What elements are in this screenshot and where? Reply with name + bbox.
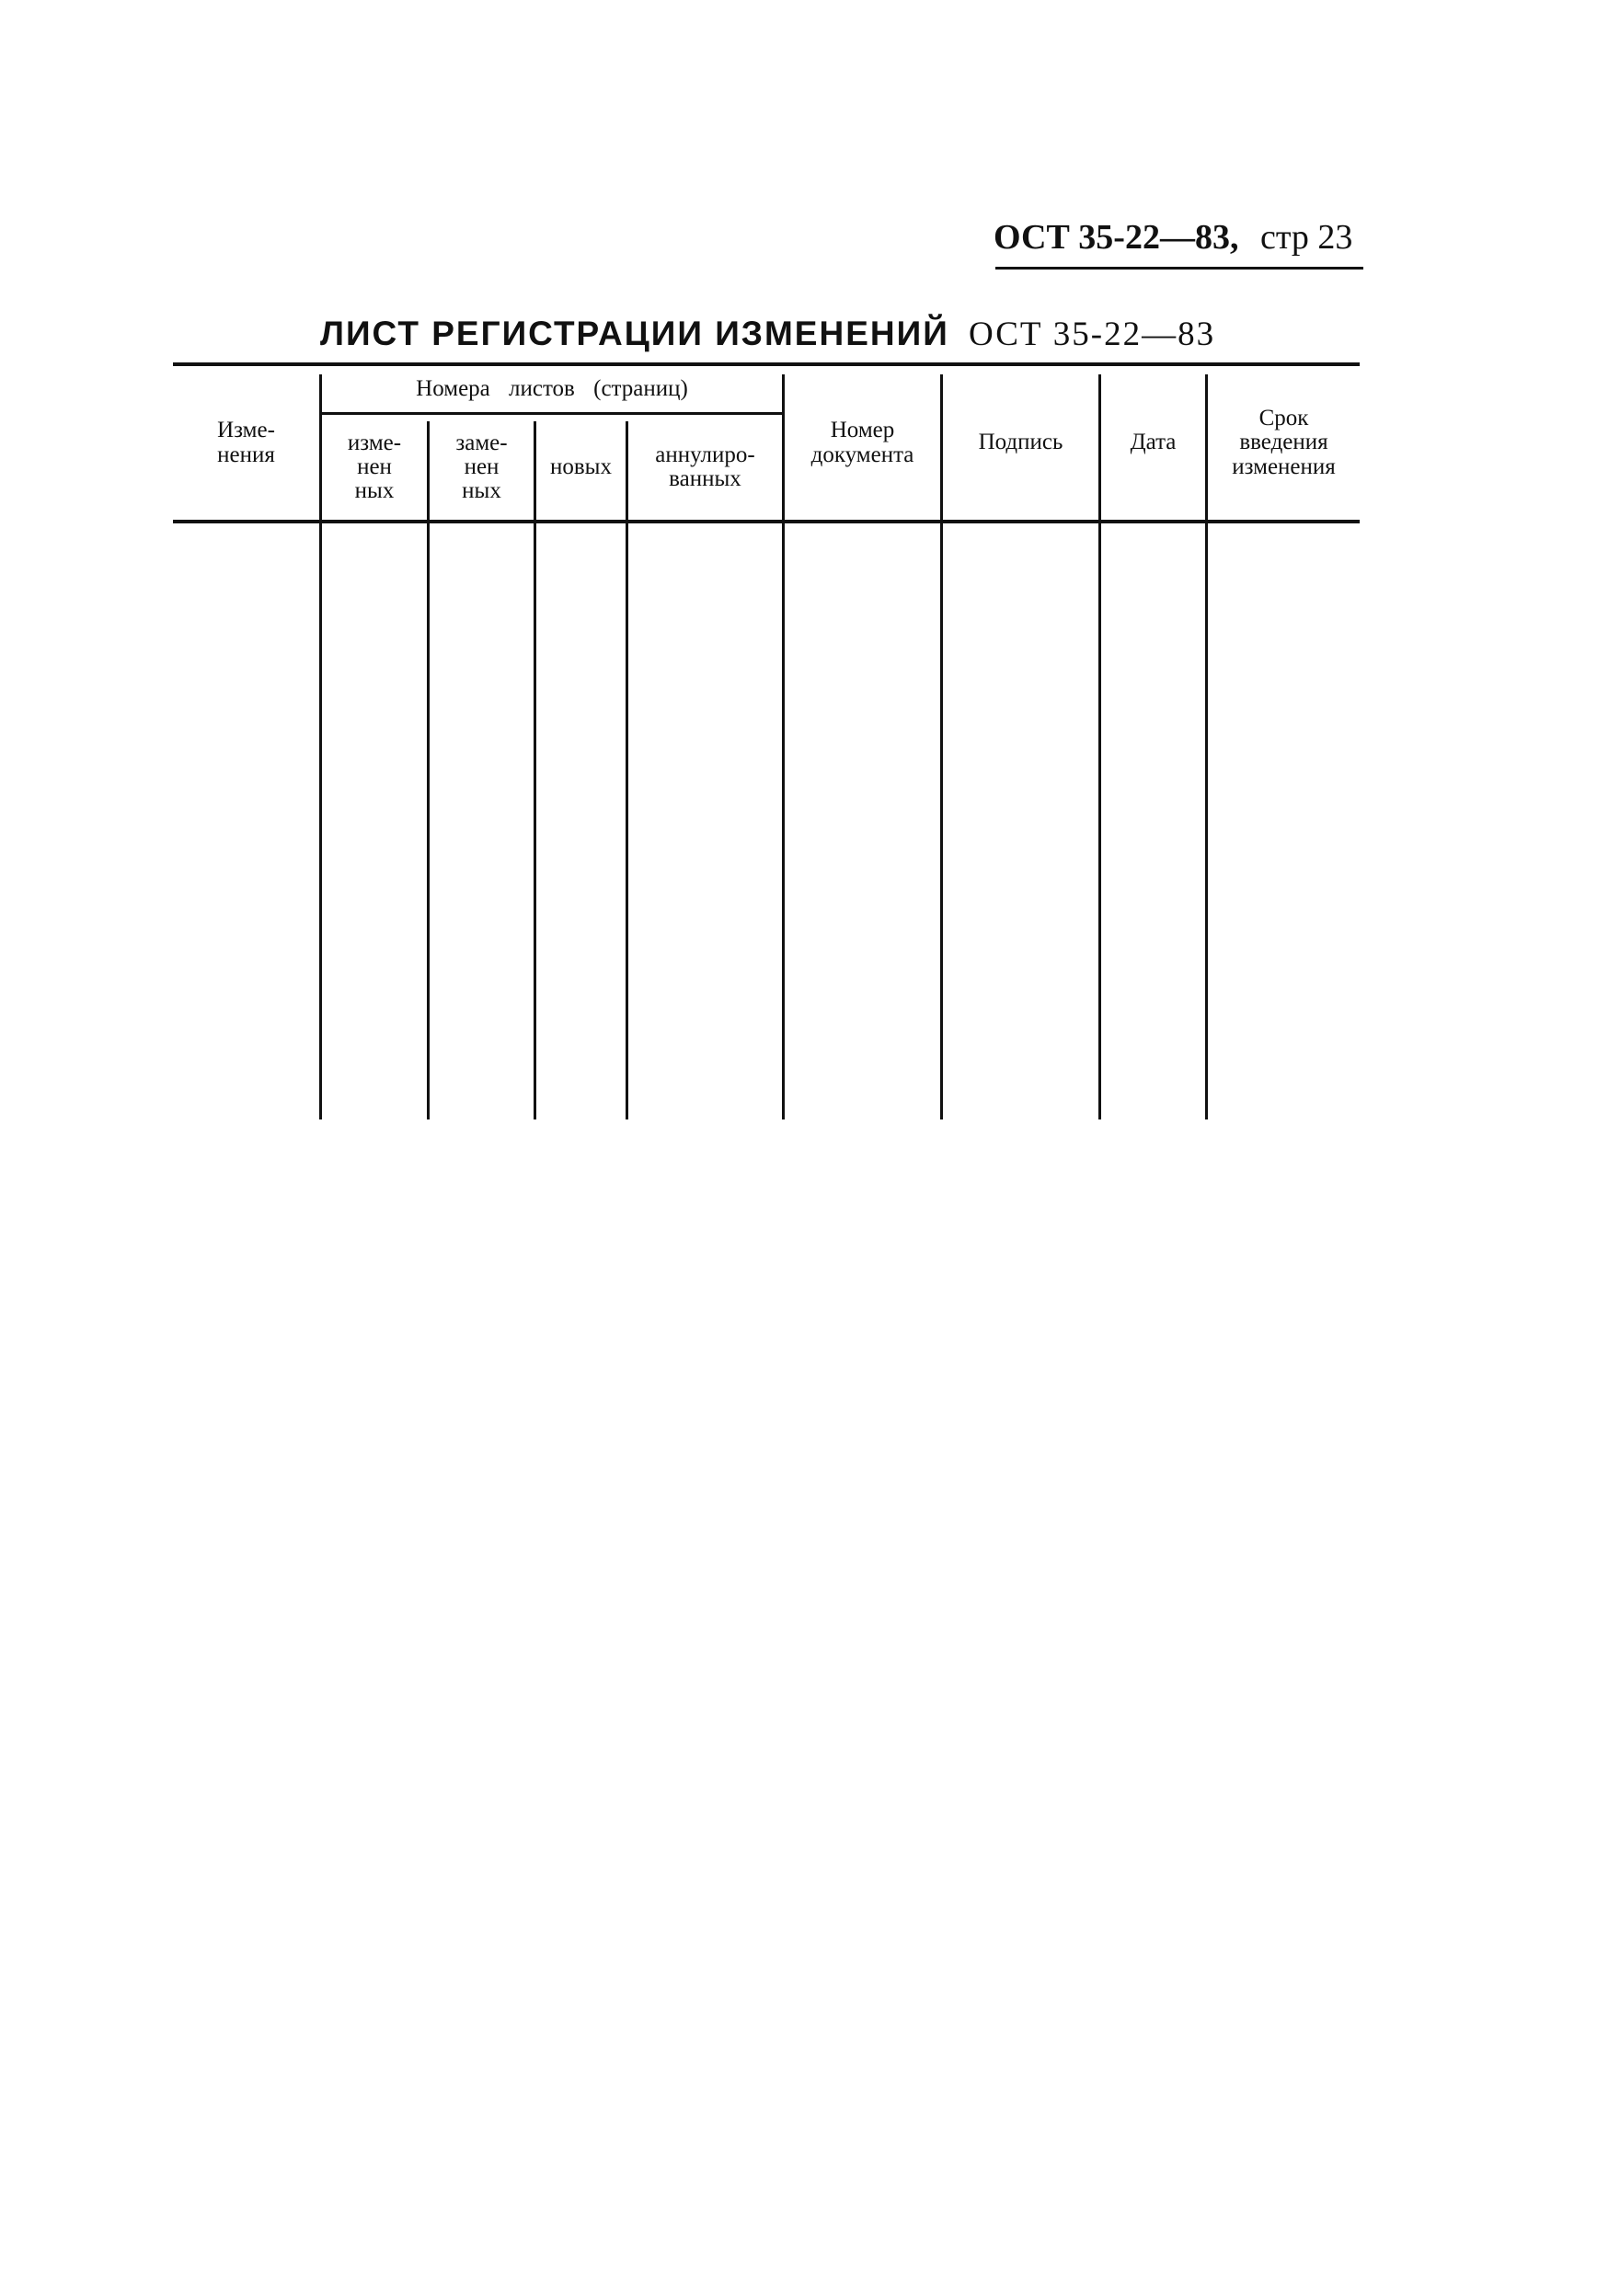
title-text: ЛИСТ РЕГИСТРАЦИИ ИЗМЕНЕНИЙ bbox=[320, 315, 949, 352]
header-replaced bbox=[430, 415, 534, 520]
header-new-text: новых bbox=[550, 453, 612, 479]
column-divider bbox=[534, 421, 536, 1119]
header-annulled-line: аннулиро- bbox=[655, 442, 755, 467]
title-code: ОСТ 35-22—83 bbox=[969, 316, 1216, 353]
header-document-number-line: документа bbox=[810, 442, 914, 467]
header-changed bbox=[322, 415, 427, 520]
header-date bbox=[1101, 366, 1205, 520]
header-sheet-numbers bbox=[322, 366, 782, 412]
header-document-number-line: Номер bbox=[830, 418, 895, 443]
header-deadline-line: изменения bbox=[1232, 453, 1336, 479]
column-divider bbox=[427, 421, 430, 1119]
header-signature-text: Подпись bbox=[978, 430, 1063, 455]
header-changes-line: нения bbox=[217, 442, 275, 467]
column-divider bbox=[626, 421, 628, 1119]
header-date-text: Дата bbox=[1130, 430, 1177, 455]
header-underline bbox=[995, 267, 1363, 270]
header-changes-line: Изме- bbox=[217, 418, 275, 443]
header-document-number bbox=[785, 366, 940, 520]
header-annulled-line: ванных bbox=[669, 466, 741, 491]
header-new bbox=[536, 415, 626, 520]
header-changed-line: изме- bbox=[347, 430, 402, 455]
header-changed-line: ных bbox=[354, 478, 395, 504]
page-header bbox=[994, 217, 1352, 258]
header-changes bbox=[173, 366, 319, 520]
sheet-title bbox=[320, 315, 1215, 354]
standard-code: ОСТ 35-22—83, bbox=[994, 218, 1239, 257]
header-replaced-line: нен bbox=[464, 453, 500, 479]
header-replaced-line: ных bbox=[462, 478, 501, 504]
header-deadline bbox=[1208, 366, 1360, 520]
header-bottom-rule bbox=[173, 520, 1360, 523]
header-replaced-line: заме- bbox=[455, 430, 508, 455]
page-number: стр 23 bbox=[1259, 218, 1353, 257]
header-annulled bbox=[628, 415, 782, 520]
header-signature bbox=[943, 366, 1098, 520]
header-deadline-line: введения bbox=[1239, 430, 1328, 455]
header-deadline-line: Срок bbox=[1258, 406, 1309, 431]
header-sheet-numbers-text: Номера листов (страниц) bbox=[416, 375, 688, 401]
header-changed-line: нен bbox=[357, 453, 392, 479]
